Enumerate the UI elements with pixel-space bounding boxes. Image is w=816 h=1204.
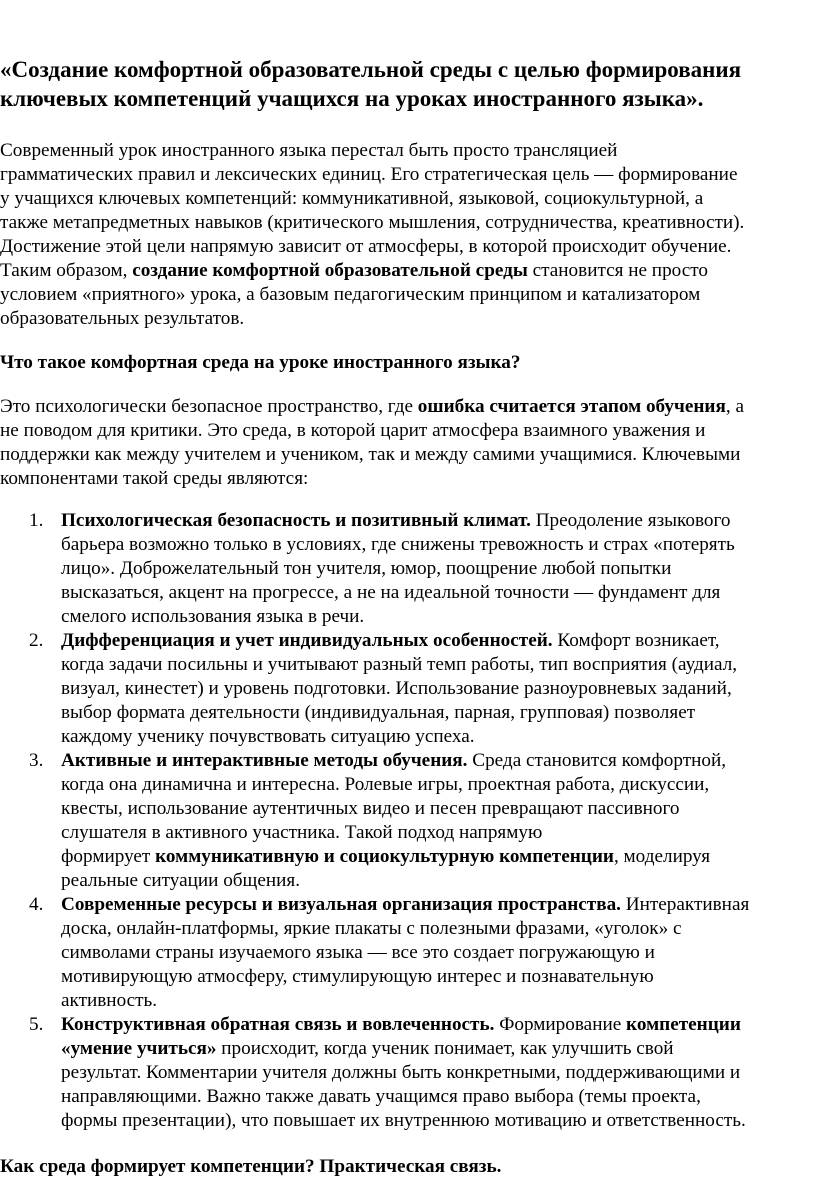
list-item: 3. Активные и интерактивные методы обучения. Среда становится комфортной, когда она динамична и интересна. Ролевые игры, проектная работа, дискуссии, квесты, использование аутентичных видео и песен превращают пассивного слушателя в активного участника. Такой подход напрямую формирует коммуникативную и социокультурную компетенции, моделируя реальные ситуации общения. [29, 750, 727, 891]
title-line-1: «Создание комфортной образовательной среды с целью формирования [0, 57, 742, 82]
list-item: 5. Конструктивная обратная связь и вовлеченность. Формирование компетенции «умение учиться» происходит, когда ученик понимает, как улучшить свой результат. Комментарии учителя должны быть конкретными, поддерживающими и направляющими. Важно также давать учащимся право выбора (темы проекта, формы презентации), что повышает их внутреннюю мотивацию и ответственность. [29, 1014, 746, 1131]
list-item: 1. Психологическая безопасность и позитивный климат. Преодоление языкового барьера возможно только в условиях, где снижены тревожность и страх «потерять лицо». Доброжелательный тон учителя, юмор, поощрение любой попытки высказаться, акцент на прогрессе, а не на идеальной точности — фундамент для смелого использования языка в речи. [29, 510, 735, 627]
document-title [0, 55, 812, 113]
emphasis-error-stage: ошибка считается этапом обучения [417, 396, 726, 417]
section-heading-practical-link: Как среда формирует компетенции? Практическая связь. [0, 1156, 502, 1177]
intro-paragraph: Современный урок иностранного языка перестал быть просто трансляцией грамматических правил и лексических единиц. Его стратегическая цель — формирование у учащихся ключевых компетенций: коммуникативной, языковой, социокультурной, а также метапредметных навыков (критического мышления, сотрудничества, креативности). Достижение этой цели напрямую зависит от атмосферы, в которой происходит обучение. Таким образом, создание комфортной образовательной среды становится не просто условием «приятного» урока, а базовым педагогическим принципом и катализатором образовательных результатов. [0, 140, 745, 329]
components-list [0, 509, 812, 1133]
list-item: 2. Дифференциация и учет индивидуальных особенностей. Комфорт возникает, когда задачи посильны и учитывают разный темп работы, тип восприятия (аудиал, визуал, кинестет) и уровень подготовки. Использование разноуровневых заданий, выбор формата деятельности (индивидуальная, парная, групповая) позволяет каждому ученику почувствовать ситуацию успеха. [29, 630, 738, 747]
emphasis-comfortable-environment: создание комфортной образовательной среды [132, 260, 528, 281]
title-line-2: ключевых компетенций учащихся на уроках иностранного языка». [0, 86, 704, 111]
definition-paragraph: Это психологически безопасное пространство, где ошибка считается этапом обучения, а не поводом для критики. Это среда, в которой царит атмосфера взаимного уважения и поддержки как между учителем и учеником, так и между самими учащимися. Ключевыми компонентами такой среды являются: [0, 396, 744, 489]
section-heading-comfort-definition: Что такое комфортная среда на уроке иностранного языка? [0, 352, 521, 373]
list-item: 4. Современные ресурсы и визуальная организация пространства. Интерактивная доска, онлайн-платформы, яркие плакаты с полезными фразами, «уголок» с символами страны изучаемого языка — все это создает погружающую и мотивирующую атмосферу, стимулирующую интерес и познавательную активность. [29, 894, 750, 1011]
